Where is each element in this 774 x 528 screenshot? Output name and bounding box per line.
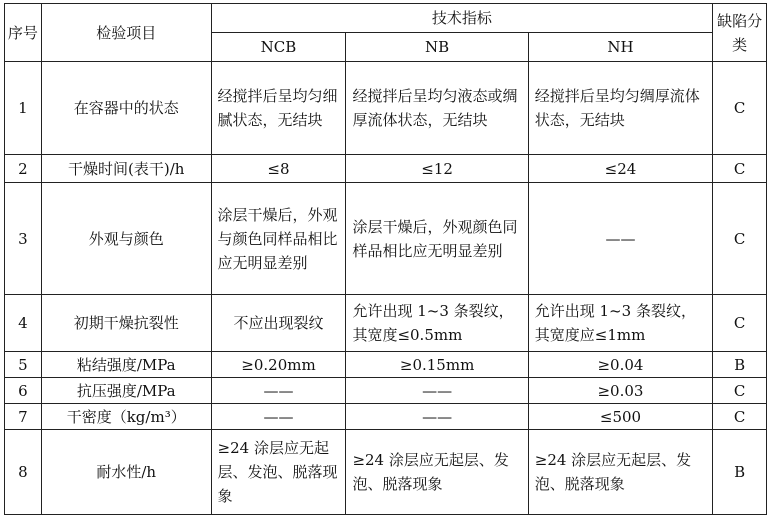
row-class: C: [713, 295, 767, 352]
row-nh: 经搅拌后呈均匀绸厚流体状态，无结块: [528, 62, 712, 155]
header-ncb: NCB: [211, 33, 346, 62]
row-nh: ——: [528, 183, 712, 295]
table-row: [5, 295, 767, 352]
row-ncb: 不应出现裂纹: [211, 295, 346, 352]
row-ncb: ——: [211, 378, 346, 404]
row-ncb: ——: [211, 404, 346, 430]
row-class: B: [713, 430, 767, 515]
row-item: 耐水性/h: [41, 430, 211, 515]
row-no: 7: [5, 404, 42, 430]
row-item: 干密度（kg/m³）: [41, 404, 211, 430]
row-nh: ≥0.04: [528, 352, 712, 378]
row-nh: ≥24 涂层应无起层、发泡、脱落现象: [528, 430, 712, 515]
row-item: 外观与颜色: [41, 183, 211, 295]
table-row: [5, 378, 767, 404]
row-nb: 允许出现 1~3 条裂纹，其宽度≤0.5mm: [346, 295, 528, 352]
row-class: C: [713, 404, 767, 430]
row-no: 6: [5, 378, 42, 404]
table-row: [5, 352, 767, 378]
row-item: 初期干燥抗裂性: [41, 295, 211, 352]
spec-table: [4, 3, 767, 515]
row-class: C: [713, 62, 767, 155]
header-spec: 技术指标: [211, 4, 713, 33]
table-row: [5, 62, 767, 155]
row-ncb: 涂层干燥后，外观与颜色同样品相比应无明显差别: [211, 183, 346, 295]
row-nb: 经搅拌后呈均匀液态或绸厚流体状态，无结块: [346, 62, 528, 155]
row-nh: ≤500: [528, 404, 712, 430]
row-nb: ≥0.15mm: [346, 352, 528, 378]
row-nh: ≤24: [528, 155, 712, 183]
header-seq: 序号: [5, 4, 42, 62]
row-no: 1: [5, 62, 42, 155]
header-nb: NB: [346, 33, 528, 62]
row-nb: 涂层干燥后，外观颜色同样品相比应无明显差别: [346, 183, 528, 295]
row-nh: 允许出现 1~3 条裂纹，其宽度应≤1mm: [528, 295, 712, 352]
header-item: 检验项目: [41, 4, 211, 62]
row-nh: ≥0.03: [528, 378, 712, 404]
row-no: 8: [5, 430, 42, 515]
row-no: 3: [5, 183, 42, 295]
header-nh: NH: [528, 33, 712, 62]
row-nb: ——: [346, 378, 528, 404]
row-no: 5: [5, 352, 42, 378]
row-ncb: ≥24 涂层应无起层、发泡、脱落现象: [211, 430, 346, 515]
row-class: B: [713, 352, 767, 378]
row-nb: ≥24 涂层应无起层、发泡、脱落现象: [346, 430, 528, 515]
row-item: 抗压强度/MPa: [41, 378, 211, 404]
header-row-1: [5, 4, 767, 33]
row-nb: ——: [346, 404, 528, 430]
row-item: 粘结强度/MPa: [41, 352, 211, 378]
table-row: [5, 155, 767, 183]
row-class: C: [713, 155, 767, 183]
row-class: C: [713, 378, 767, 404]
row-item: 干燥时间(表干)/h: [41, 155, 211, 183]
row-ncb: ≤8: [211, 155, 346, 183]
row-class: C: [713, 183, 767, 295]
table-row: [5, 404, 767, 430]
row-ncb: 经搅拌后呈均匀细腻状态，无结块: [211, 62, 346, 155]
table-row: [5, 430, 767, 515]
table-row: [5, 183, 767, 295]
row-no: 2: [5, 155, 42, 183]
row-no: 4: [5, 295, 42, 352]
header-defect-class: 缺陷分类: [713, 4, 767, 62]
row-nb: ≤12: [346, 155, 528, 183]
row-ncb: ≥0.20mm: [211, 352, 346, 378]
row-item: 在容器中的状态: [41, 62, 211, 155]
